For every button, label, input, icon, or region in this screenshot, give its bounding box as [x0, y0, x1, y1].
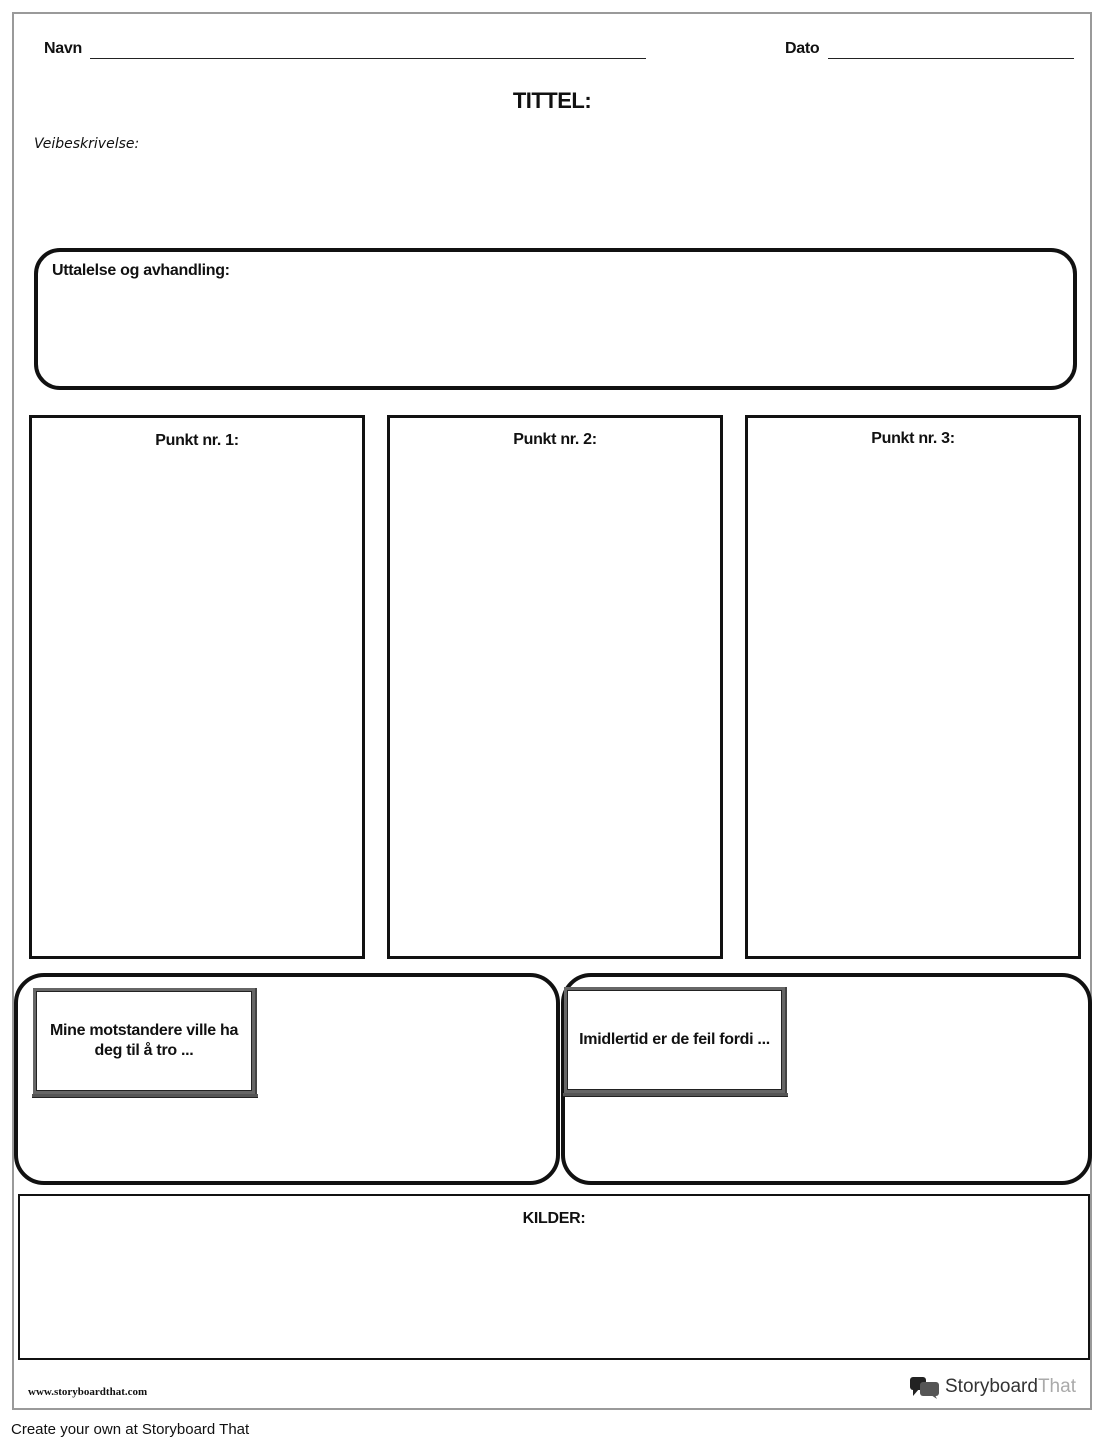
date-label: Dato: [785, 40, 820, 57]
name-line[interactable]: [90, 58, 646, 59]
name-label: Navn: [44, 40, 82, 57]
create-caption[interactable]: Create your own at Storyboard That: [11, 1421, 250, 1438]
point-box-1[interactable]: [29, 415, 365, 959]
point-label-2: Punkt nr. 2:: [513, 431, 597, 448]
sources-box[interactable]: [18, 1194, 1090, 1360]
speech-bubbles-icon: [909, 1375, 941, 1399]
however-label: Imidlertid er de feil fordi ...: [579, 1031, 770, 1048]
logo-that-text: That: [1037, 1376, 1076, 1397]
description-label: Veibeskrivelse:: [34, 136, 140, 152]
worksheet-page: [12, 12, 1092, 1410]
point-box-2[interactable]: [387, 415, 723, 959]
sources-label: KILDER:: [522, 1210, 586, 1227]
statement-label: Uttalelse og avhandling:: [52, 262, 230, 279]
however-board: [564, 987, 785, 1093]
point-label-3: Punkt nr. 3:: [871, 430, 955, 447]
storyboardthat-logo[interactable]: [909, 1375, 1076, 1399]
date-line[interactable]: [828, 58, 1074, 59]
opponents-label: Mine motstandere ville ha deg til å tro ...: [49, 1022, 239, 1059]
opponents-board: [33, 988, 255, 1094]
footer-url[interactable]: www.storyboardthat.com: [28, 1386, 148, 1398]
point-label-1: Punkt nr. 1:: [155, 432, 239, 449]
point-box-3[interactable]: [745, 415, 1081, 959]
statement-box[interactable]: [34, 248, 1077, 390]
page-title: TITTEL:: [512, 88, 592, 113]
logo-story-text: Storyboard: [945, 1376, 1038, 1397]
